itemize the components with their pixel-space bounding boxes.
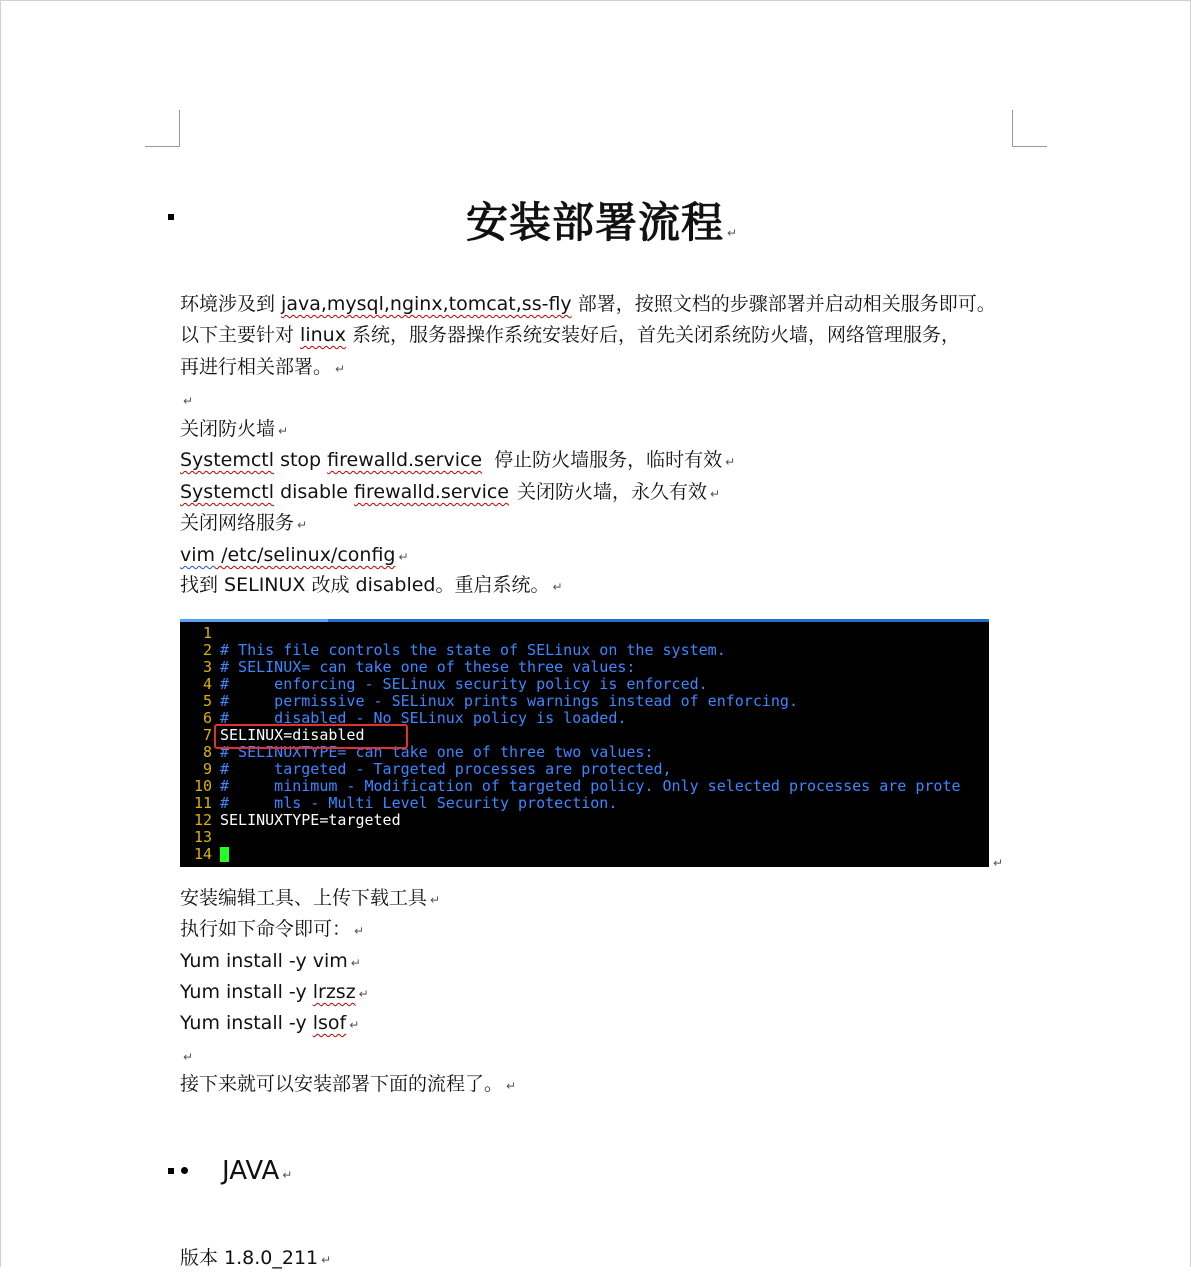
margin-corner-top-left: [145, 110, 180, 147]
section-bullet-dot: [181, 1167, 188, 1174]
network-heading[interactable]: 关闭网络服务 ↵: [180, 512, 308, 534]
empty-paragraph: ↵: [183, 394, 194, 408]
vim-command[interactable]: vim /etc/selinux/config ↵: [180, 544, 409, 566]
terminal-line-7: 7 SELINUX=disabled: [202, 726, 365, 744]
terminal-line-9: 9 # targeted - Targeted processes are protected,: [202, 760, 672, 778]
firewall-stop-command[interactable]: Systemctl stop firewalld.service 停止防火墙服务，临时有效 ↵: [180, 449, 736, 471]
selinux-highlight-box: [214, 724, 408, 749]
terminal-line-3: 3 # SELINUX= can take one of these three values:: [202, 658, 636, 676]
empty-paragraph-2: ↵: [183, 1050, 194, 1064]
terminal-cursor: [220, 847, 229, 862]
intro-line-2[interactable]: 以下主要针对 linux 系统，服务器操作系统安装好后，首先关闭系统防火墙，网络管理服务，: [180, 324, 960, 346]
terminal-line-8: 8 # SELINUXTYPE= can take one of three two values:: [202, 743, 654, 761]
terminal-line-13: 13: [193, 828, 212, 846]
selinux-instruction[interactable]: 找到 SELINUX 改成 disabled。重启系统。 ↵: [180, 574, 563, 596]
terminal-line-1: 1: [202, 624, 212, 642]
exec-instruction[interactable]: 执行如下命令即可： ↵: [180, 918, 365, 940]
firewall-heading[interactable]: 关闭防火墙 ↵: [180, 418, 289, 440]
intro-line-3[interactable]: 再进行相关部署。 ↵: [180, 356, 346, 378]
terminal-line-14: 14: [180, 846, 229, 863]
document-title[interactable]: 安装部署流程 ↵: [466, 198, 739, 247]
yum-install-vim[interactable]: Yum install -y vim ↵: [180, 950, 361, 972]
section-bullet-square: [168, 1168, 174, 1174]
terminal-line-6: 6 # disabled - No SELinux policy is loaded.: [202, 709, 627, 727]
terminal-line-12: 12 SELINUXTYPE=targeted: [193, 811, 401, 829]
intro-line-1[interactable]: 环境涉及到 java,mysql,nginx,tomcat,ss-fly 部署，按照文档的步骤部署并启动相关服务即可。: [180, 293, 996, 315]
terminal-top-bar-highlight: [180, 619, 328, 622]
yum-install-lsof[interactable]: Yum install -y lsof ↵: [180, 1012, 360, 1034]
terminal-line-4: 4 # enforcing - SELinux security policy is enforced.: [202, 675, 708, 693]
margin-corner-top-right: [1012, 110, 1047, 147]
heading-bullet: [168, 214, 174, 220]
terminal-line-11: 11 # mls - Multi Level Security protection.: [193, 794, 618, 812]
yum-install-lrzsz[interactable]: Yum install -y lrzsz ↵: [180, 981, 369, 1003]
tools-heading[interactable]: 安装编辑工具、上传下载工具 ↵: [180, 887, 441, 909]
java-heading[interactable]: JAVA ↵: [222, 1156, 293, 1186]
java-version[interactable]: 版本 1.8.0_211 ↵: [180, 1247, 332, 1269]
terminal-line-2: 2 # This file controls the state of SELinux on the system.: [202, 641, 726, 659]
next-steps[interactable]: 接下来就可以安装部署下面的流程了。 ↵: [180, 1073, 517, 1095]
terminal-line-5: 5 # permissive - SELinux prints warnings instead of enforcing.: [202, 692, 798, 710]
image-paragraph-mark: ↵: [993, 856, 1004, 870]
terminal-line-10: 10 # minimum - Modification of targeted policy. Only selected processes are prote: [193, 777, 961, 795]
firewall-disable-command[interactable]: Systemctl disable firewalld.service 关闭防火墙，永久有效 ↵: [180, 481, 721, 503]
